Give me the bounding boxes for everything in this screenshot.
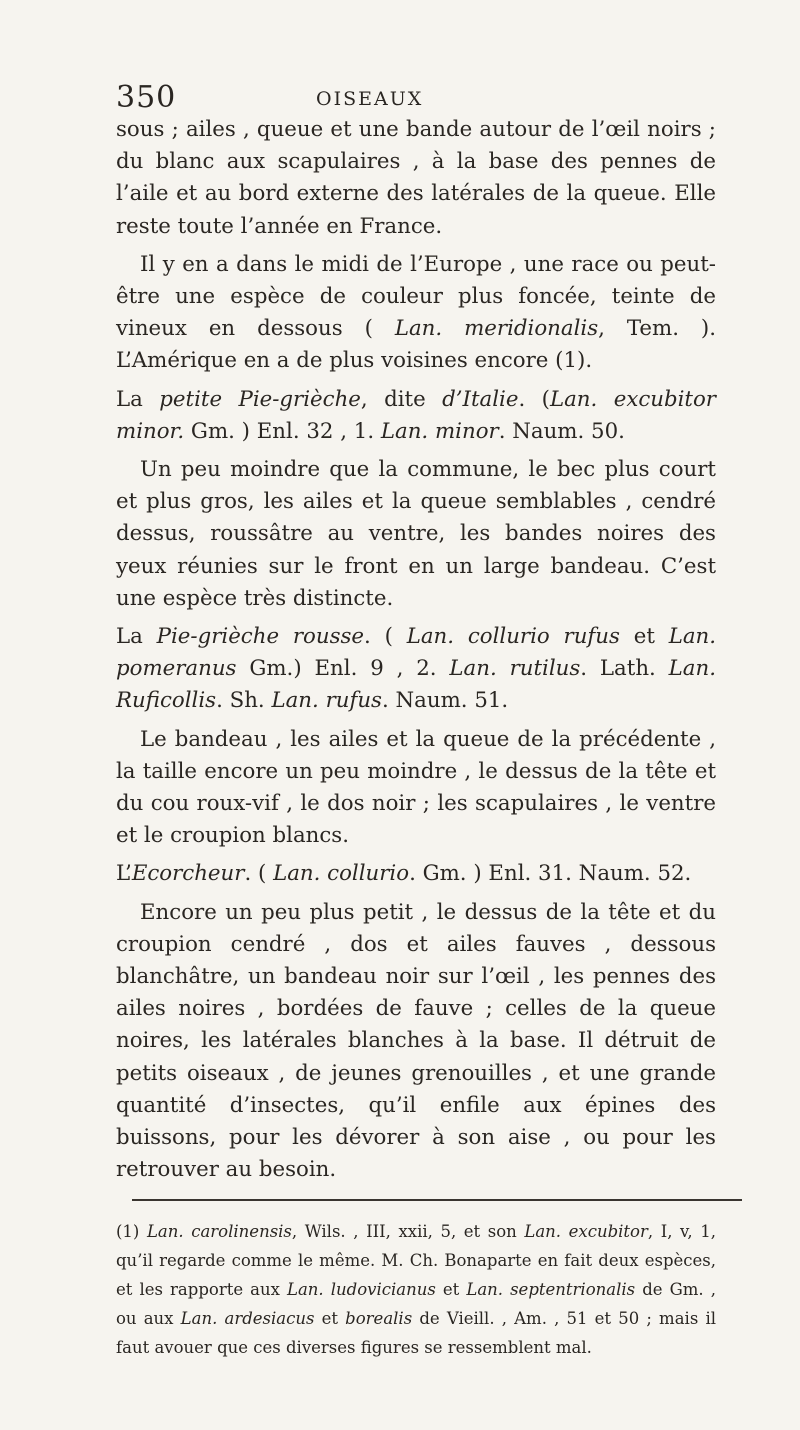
text-run: , Tem. ). L’Amérique en a de plus voisines encore (1).: [116, 316, 716, 374]
text-run: de Gm. , ou aux: [116, 1279, 716, 1328]
paragraph: [116, 454, 716, 615]
text-run: . Naum. 50.: [498, 418, 625, 444]
italic-text: Lan. pomeranus: [116, 624, 717, 682]
italic-text: Lan. meridionalis: [394, 316, 599, 342]
paragraph: [116, 249, 716, 378]
italic-text: d’Italie: [442, 386, 519, 412]
running-head: OISEAUX: [316, 88, 424, 110]
text-run: La: [116, 386, 160, 412]
footnote: [116, 1217, 716, 1362]
page-number: 350: [116, 80, 177, 115]
text-run: de Vieill. , Am. , 51 et 50 ; mais il faut avouer que ces diverses figures se ressemblent mal.: [116, 1308, 716, 1357]
italic-text: Lan. septentrionalis: [466, 1279, 636, 1299]
italic-text: Lan. ludovicianus: [287, 1279, 436, 1299]
text-run: Le bandeau , les ailes et la queue de la précédente , la taille encore un peu moindre , le dessus de la tête et du cou roux-vif , le dos noir ; les scapulaires , le ventre et le croupion blancs.: [116, 726, 716, 849]
italic-text: Lan. ardesiacus: [180, 1308, 315, 1328]
text-run: . (: [244, 861, 274, 887]
text-run: et: [314, 1308, 346, 1328]
paragraph: [116, 114, 716, 243]
species-heading: [116, 858, 716, 890]
italic-text: petite Pie-grièche: [159, 386, 361, 412]
text-run: La: [116, 624, 157, 650]
paragraph: [116, 724, 716, 853]
text-run: , I, v, 1, qu’il regarde comme le même. M. Ch. Bonaparte en fait deux espèces, et les rapporte aux: [116, 1221, 716, 1299]
italic-text: Lan. carolinensis: [146, 1221, 292, 1241]
italic-text: Lan. collurio rufus: [406, 624, 620, 650]
text-run: (1): [116, 1221, 147, 1241]
text-run: et: [619, 624, 669, 650]
italic-text: borealis: [345, 1308, 413, 1328]
text-run: . (: [364, 624, 407, 650]
italic-text: Lan. rufus: [271, 688, 382, 714]
species-heading: [116, 621, 716, 718]
italic-text: Lan. rutilus: [449, 656, 581, 682]
text-run: Gm. ) Enl. 32 , 1.: [184, 418, 381, 444]
text-run: Gm.) Enl. 9 , 2.: [236, 656, 450, 682]
italic-text: Lan. excubitor minor.: [116, 386, 716, 444]
body-text: [116, 114, 716, 1362]
italic-text: Lan. excubitor: [524, 1221, 648, 1241]
text-run: . (: [518, 386, 550, 412]
text-run: . Gm. ) Enl. 31. Naum. 52.: [409, 861, 692, 887]
species-heading: [116, 384, 716, 448]
text-run: Encore un peu plus petit , le dessus de la tête et du croupion cendré , dos et ailes fauves , dessous blanchâtre, un bandeau noir sur l’œil , les pennes des ailes noires , bordées de fauve ; celles de la queue noires, les latérales blanches à la base. Il détruit de petits oiseaux , de jeunes grenouilles , et une grande quantité d’insectes, qu’il enfile aux épines des buissons, pour les dévorer à son aise , ou pour les retrouver au besoin.: [116, 899, 716, 1183]
text-run: . Sh.: [216, 688, 272, 714]
text-run: Un peu moindre que la commune, le bec plus court et plus gros, les ailes et la queue semblables , cendré dessus, roussâtre au ventre, les bandes noires des yeux réunies sur le front en un large bandeau. C’est une espèce très distincte.: [116, 457, 716, 611]
text-run: . Lath.: [580, 656, 669, 682]
text-run: , dite: [360, 386, 443, 412]
italic-text: Lan. Ruficollis: [116, 656, 716, 714]
text-run: L’: [116, 861, 132, 887]
footnote-rule: [132, 1199, 742, 1201]
italic-text: Pie-grièche rousse: [156, 624, 365, 650]
italic-text: Ecorcheur: [131, 861, 245, 887]
paragraph: [116, 897, 716, 1187]
italic-text: Lan. collurio: [273, 861, 410, 887]
text-run: . Naum. 51.: [382, 688, 509, 714]
footnote-separator: [116, 1193, 716, 1201]
italic-text: Lan. minor: [380, 418, 499, 444]
text-run: sous ; ailes , queue et une bande autour de l’œil noirs ; du blanc aux scapulaires , à la base des pennes de l’aile et au bord externe des latérales de la queue. Elle reste toute l’année en France.: [116, 117, 716, 239]
text-run: , Wils. , III, xxii, 5, et son: [291, 1221, 525, 1241]
text-run: et: [435, 1279, 467, 1299]
text-run: Il y en a dans le midi de l’Europe , une race ou peut-être une espèce de couleur plus foncée, teinte de vineux en dessous (: [116, 251, 716, 342]
